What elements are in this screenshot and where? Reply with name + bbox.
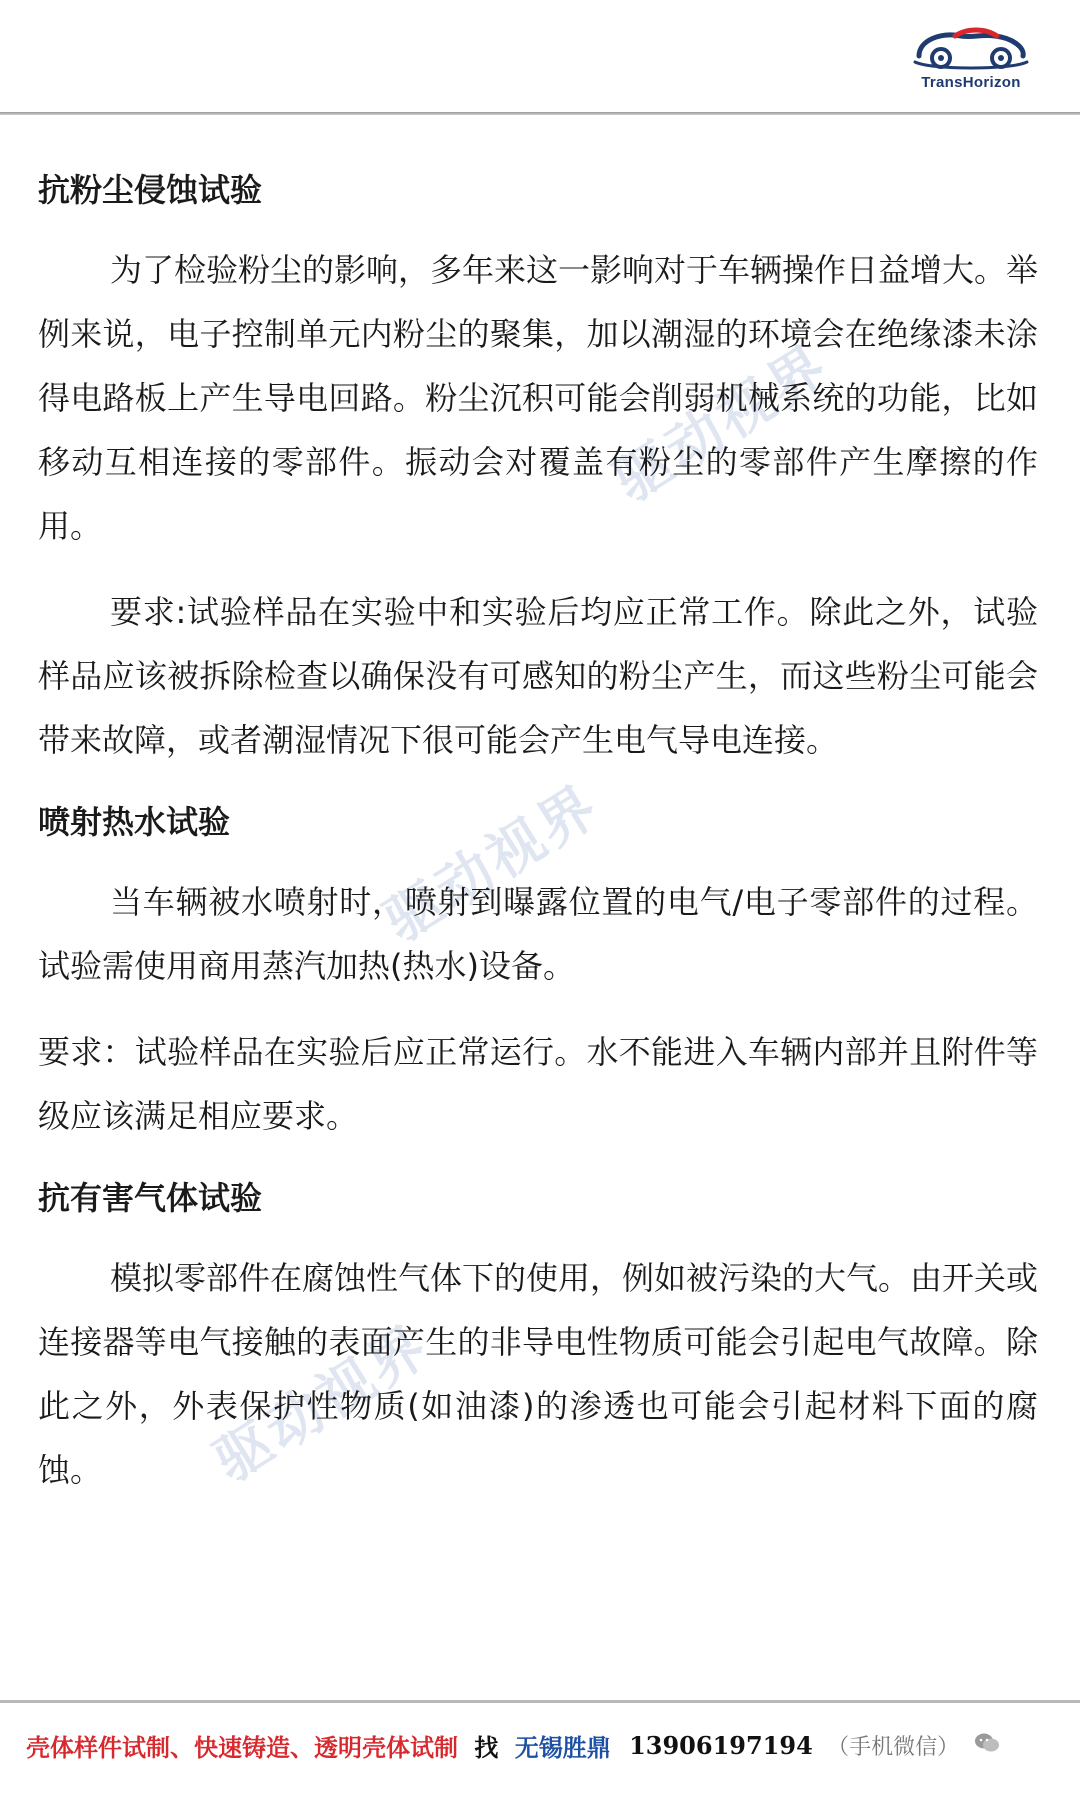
ad-company: 无锡胜鼎 xyxy=(514,1733,611,1762)
watermark: 驱动视界 xyxy=(202,1311,442,1495)
paragraph: 要求:试验样品在实验中和实验后均应正常工作。除此之外，试验样品应该被拆除检查以确保没有可感知的粉尘产生，而这些粉尘可能会带来故障，或者潮湿情况下很可能会产生电气导电连接。 xyxy=(38,593,1038,759)
watermark: 驱动视界 xyxy=(602,331,842,515)
footer-ad xyxy=(26,1728,1060,1768)
section-heading-hot-water: 喷射热水试验 xyxy=(38,803,231,841)
header-divider xyxy=(0,112,1080,115)
ad-connector: 找 xyxy=(474,1733,499,1762)
watermark: 驱动视界 xyxy=(372,771,612,955)
paragraph: 当车辆被水喷射时，喷射到曝露位置的电气/电子零部件的过程。试验需使用商用蒸汽加热(热水)设备。 xyxy=(38,883,1038,985)
article-body xyxy=(38,150,1038,1502)
wechat-icon xyxy=(974,1731,1000,1760)
paragraph: 模拟零部件在腐蚀性气体下的使用，例如被污染的大气。由开关或连接器等电气接触的表面产生的非导电性物质可能会引起电气故障。除此之外，外表保护性物质(如油漆)的渗透也可能会引起材料下面的腐蚀。 xyxy=(38,1259,1039,1489)
ad-tail: （手机微信） xyxy=(827,1735,960,1760)
paragraph: 为了检验粉尘的影响，多年来这一影响对于车辆操作日益增大。举例来说，电子控制单元内粉尘的聚集，加以潮湿的环境会在绝缘漆未涂得电路板上产生导电回路。粉尘沉积可能会削弱机械系统的功能，比如移动互相连接的零部件。振动会对覆盖有粉尘的零部件产生摩擦的作用。 xyxy=(38,251,1039,545)
section-heading-harmful-gas: 抗有害气体试验 xyxy=(38,1179,263,1217)
logo-text: TransHorizon xyxy=(921,74,1021,91)
ad-phone: 13906197194 xyxy=(629,1731,813,1760)
ad-services: 壳体样件试制、快速铸造、透明壳体试制 xyxy=(26,1733,458,1762)
footer-divider xyxy=(0,1700,1080,1703)
paragraph: 要求：试验样品在实验后应正常运行。水不能进入车辆内部并且附件等级应该满足相应要求。 xyxy=(38,1033,1038,1135)
car-swirl-icon xyxy=(911,26,1031,72)
section-heading-dust: 抗粉尘侵蚀试验 xyxy=(38,171,263,209)
transhorizon-logo xyxy=(906,26,1036,96)
